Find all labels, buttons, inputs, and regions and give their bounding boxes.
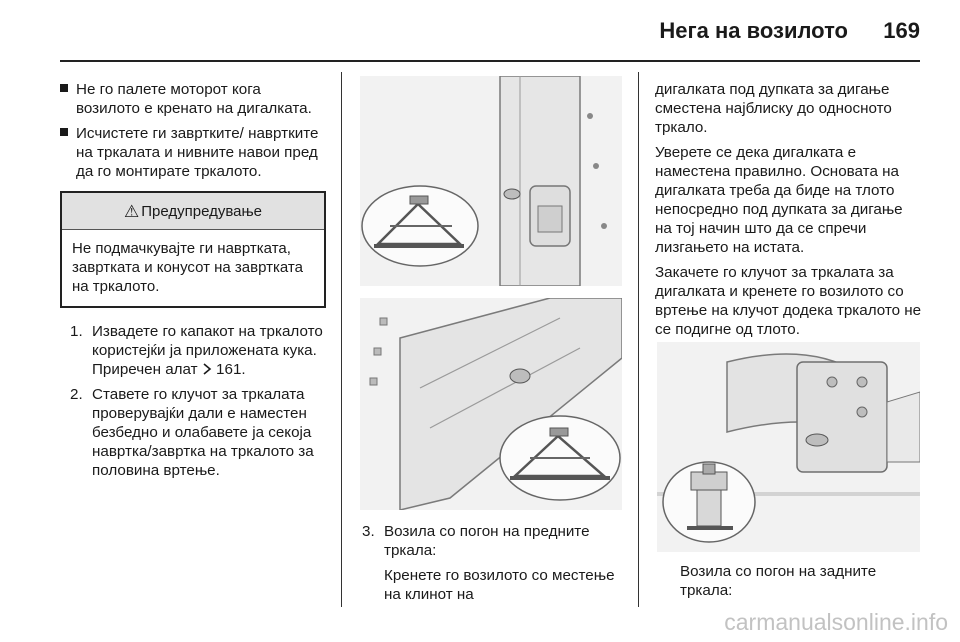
reference-arrow-icon[interactable] — [202, 361, 216, 378]
page-header-title: Нега на возилото — [659, 18, 848, 43]
bullet-text: Исчистете ги завртките/ навртките на тркалата и нивните навои пред да го монтирате тркалото. — [76, 125, 319, 180]
column-divider-1 — [341, 72, 342, 607]
step-text: Ставете го клучот за тркалата проверувајќи дали е наместен безбедно и олабавете ја секоја навртка/завртка на тркалото за половина вртење. — [92, 386, 314, 479]
step-subtext: Кренете го возилото со местење на клинот на — [384, 567, 615, 603]
step-text: Возила со погон на предните тркала: — [384, 523, 590, 559]
warning-box — [60, 191, 326, 308]
figure-jack-front-1 — [360, 76, 622, 286]
warning-header — [62, 193, 324, 230]
step-text-end: . — [241, 361, 246, 378]
bullet-item — [60, 124, 326, 181]
bullet-square-icon — [60, 84, 68, 92]
step-item — [70, 385, 326, 480]
column-3 — [655, 80, 923, 345]
step-item — [362, 522, 624, 560]
bullet-text: Не го палете моторот кога возилото е кренато на дигалката. — [76, 81, 312, 117]
watermark: carmanualsonline.info — [724, 609, 948, 635]
bullet-square-icon — [60, 128, 68, 136]
step-item — [70, 322, 326, 379]
column-2-text — [362, 522, 624, 610]
step-number: 2. — [70, 386, 83, 403]
warning-title: Предупредување — [141, 202, 263, 220]
paragraph: Уверете се дека дигалката е наместена правилно. Основата на дигалката треба да биде на тлото непосредно под дупката за дигање на тој начин што да се спречи лизгањето на истата. — [655, 144, 903, 256]
page-number: 169 — [883, 18, 920, 43]
header-rule — [60, 60, 920, 62]
step-number: 3. — [362, 523, 375, 540]
figure-caption — [680, 562, 910, 606]
paragraph: Закачете го клучот за тркалата за дигалката и кренете го возилото со вртење на клучот додека тркалото не се подигне од тлото. — [655, 264, 922, 338]
warning-text: Не подмачкувајте ги навртката, завртката и конусот на завртката на тркалото. — [72, 240, 303, 295]
step-text: Извадете го капакот на тркалото користејќи ја приложената кука. Приречен алат — [92, 323, 323, 378]
paragraph: дигалката под дупката за дигање сместена најблиску до односното тркало. — [655, 81, 892, 136]
figure-jack-front-2 — [360, 298, 622, 510]
figure-jack-rear — [657, 342, 920, 552]
step-number: 1. — [70, 323, 83, 340]
column-1 — [60, 80, 326, 486]
caption-text: Возила со погон на задните тркала: — [680, 563, 877, 599]
page-reference[interactable]: 161 — [216, 361, 242, 378]
bullet-item — [60, 80, 326, 118]
column-divider-2 — [638, 72, 639, 607]
warning-triangle-icon: ⚠ — [123, 201, 140, 221]
